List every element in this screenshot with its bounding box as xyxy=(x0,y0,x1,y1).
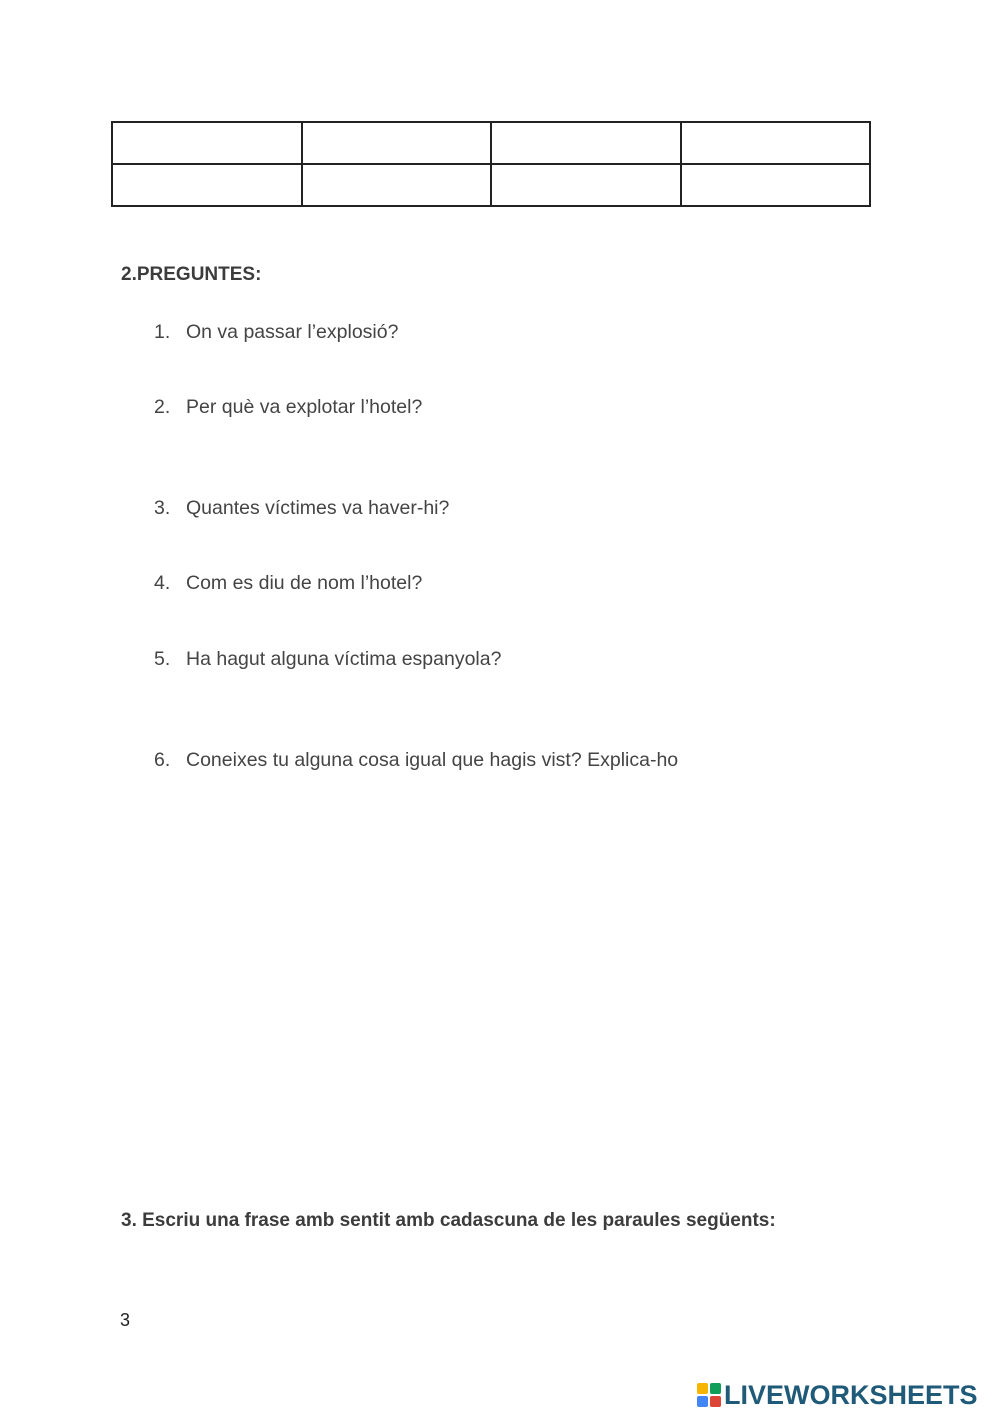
table-cell[interactable] xyxy=(302,122,492,164)
table-row xyxy=(112,164,870,206)
table-cell[interactable] xyxy=(112,164,302,206)
table-cell[interactable] xyxy=(302,164,492,206)
liveworksheets-brand xyxy=(697,1380,978,1410)
question-number: 3. xyxy=(154,497,171,519)
answer-table xyxy=(111,121,871,207)
question-text: Com es diu de nom l’hotel? xyxy=(186,572,423,594)
question-text: Per què va explotar l’hotel? xyxy=(186,396,423,418)
question-number: 2. xyxy=(154,396,171,418)
question-text: On va passar l’explosió? xyxy=(186,321,399,343)
table-cell[interactable] xyxy=(491,164,681,206)
section-heading-questions: 2.PREGUNTES: xyxy=(121,264,262,285)
brand-text: LIVEWORKSHEETS xyxy=(724,1379,978,1410)
question-item-3 xyxy=(154,497,449,520)
table-cell[interactable] xyxy=(112,122,302,164)
question-item-2 xyxy=(154,396,422,419)
table-row xyxy=(112,122,870,164)
question-text: Ha hagut alguna víctima espanyola? xyxy=(186,648,502,670)
question-text: Coneixes tu alguna cosa igual que hagis vist? Explica-ho xyxy=(186,749,679,771)
section-heading-sentences: 3. Escriu una frase amb sentit amb cadascuna de les paraules següents: xyxy=(121,1210,776,1231)
question-text: Quantes víctimes va haver-hi? xyxy=(186,497,450,519)
table-cell[interactable] xyxy=(491,122,681,164)
question-item-5 xyxy=(154,648,501,671)
question-item-6 xyxy=(154,749,678,772)
question-number: 6. xyxy=(154,749,171,771)
question-number: 5. xyxy=(154,648,171,670)
question-item-1 xyxy=(154,321,398,344)
question-number: 4. xyxy=(154,572,171,594)
table-cell[interactable] xyxy=(681,164,871,206)
liveworksheets-logo-icon xyxy=(697,1383,721,1407)
table-cell[interactable] xyxy=(681,122,871,164)
question-item-4 xyxy=(154,572,422,595)
page-number: 3 xyxy=(120,1310,131,1330)
question-number: 1. xyxy=(154,321,171,343)
